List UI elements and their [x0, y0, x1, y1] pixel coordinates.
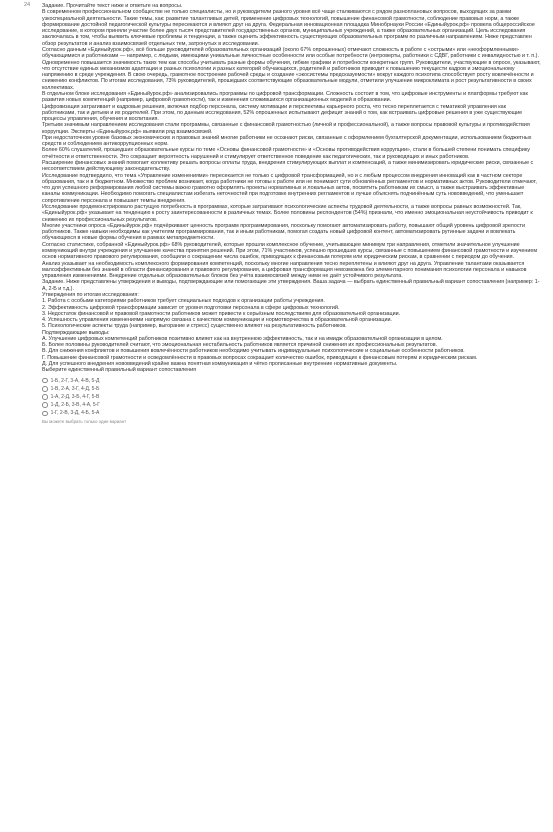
paragraph: Согласно данным «Единыйурок.рф», всё больше руководителей образовательных организаций (около 67% опрошенных) отмечают сложность в работе с «острыми» или «неоформленными» обучающимися и работниками — например, с людьми, имеющими уникальные личностные особенности или особые потребности (интроверты, работники с СДВГ, работники с инвалидностью и т. п.). Одновременно повышается значимость таких тем как способы учитывать разные формы обучения, гибкие графики и потребности конкретных групп. Руководители, участвующие в опросе, указывают, что отсутствие единых механизмов адаптации и разных психологии и разных категорий обучающихся, родителей и работников приводит к повышению текущести кадров и эмоциональному напряжению в среде учреждения. В свою очередь, грамотное построение рабочей среды и создание «экосистемы предсказуемости» вокруг каждого психотипа способствует росту вовлечённости и снижению конфликтов. По итогам исследования, 73% руководителей, прошедших соответствующие образовательные модули, отметили улучшение микроклимата и рост результативности в своих коллективах. [42, 46, 541, 91]
paragraph: 3. Недостаток финансовой и правовой грамотности работников может привести к серьёзным последствиям для образовательной организации. [42, 310, 401, 317]
answer-option[interactable] [42, 401, 541, 409]
paragraph: Подтверждающие выводы: [42, 329, 110, 336]
paragraph: В. Для снижения конфликтов и повышения вовлечённости работников необходимо учитывать индивидуальные психологические и социальные особенности работников. [42, 348, 465, 355]
paragraph: Исследование продемонстрировало растущую потребность в программах, которые затрагивают психологические аспекты трудовой деятельности, а также вопросы равных возможностей. Так, «Единыйурок.рф» указывает на тенденцию к росту заинтересованности в различных темах. Более половины респондентов (54%) признали, что именно эмоциональная неустойчивость приводит к снижению их профессиональных результатов. [42, 204, 533, 223]
paragraph: Д. Для успешного внедрения нововведений крайне важна понятная коммуникация и чётко прописанные внутренние нормативные документы. [42, 361, 398, 368]
option-hint [42, 418, 541, 426]
paragraph-list [42, 9, 541, 373]
option-label: 1-А, 2-Д, 3-Б, 4-Г, 5-В [50, 394, 100, 401]
paragraph: В отдельном блоке исследования «Единыйурок.рф» анализировались программы по цифровой трансформации. Сложность состоит в том, что цифровые инструменты и платформы требуют как развития новых компетенций (например, цифровой грамотности), так и изменения сложившихся организационных моделей в образовании. [42, 90, 528, 104]
paragraph: Г. Повышение финансовой грамотности и осведомлённости в правовых вопросах сокращает количество ошибок, приводящих к финансовым потерям и юридическим рискам. [42, 354, 478, 361]
radio-button-icon[interactable] [42, 378, 48, 384]
paragraph: 1. Работа с особыми категориями работников требует специальных подходов к организации работы учреждения. [42, 298, 325, 305]
option-label: Вы можете выбрать только один вариант [42, 419, 127, 425]
paragraph: Б. Более половины руководителей считают, что эмоциональная нестабильность работников является причиной снижения их профессиональных результатов. [42, 342, 438, 349]
paragraph: Многие участники опроса «Единыйурок.рф» подчёркивают ценность программ программирования, поскольку помогают автоматизировать работу, повышают общий уровень цифровой зрелости работников. Также навыки необходимы как учителям программирования, так и иным работникам, помогая создать новый цифровой контент, автоматизировать рутинные задачи и вовлекать обучающихся в новые формы обучения в рамках метапредметности. [42, 222, 525, 242]
paragraph: 2. Эффективность цифровой трансформации зависит от уровня подготовки персонала в сфере цифровых технологий. [42, 304, 340, 311]
answer-option[interactable] [42, 385, 541, 393]
paragraph: Задание. Ниже представлены утверждения и выводы, подтверждающие или помогающие эти утверждения. Ваша задача — выбрать единственный правильный вариант сопоставления (например: 1-А, 2-Б и т.д.). [42, 279, 540, 292]
option-label: 1-Б, 2-Г, 3-А, 4-В, 5-Д [50, 377, 100, 384]
answer-option[interactable] [42, 377, 541, 385]
radio-button-icon[interactable] [42, 411, 48, 417]
paragraph: Цифровизация затрагивает и кадровые решения, включая подбор персонала, систему мотивации и перспективы карьерного роста, что тесно переплетается с тематикой управления как работниками, так и детьми и их родителей. При этом, по данным исследования, 52% опрошенных испытывают дефицит знаний о том, как встраивать цифровые решения в уже существующие процессы управления, обучения и воспитания. [42, 103, 523, 123]
paragraph: 4. Успешность управления изменениями напрямую связана с качеством коммуникации и нормотворчества в образовательной организации. [42, 317, 392, 324]
paragraph: Третьим значимым направлением исследования стали программы, связанные с финансовой грамотностью (личной и профессиональной), а также вопросы правовой культуры и противодействия коррупции. Эксперты «Единыйурок.рф» выявили ряд взаимосвязей. [42, 122, 530, 135]
paragraph: В современном профессиональном сообществе не только специалисты, но и руководители разного уровня всё чаще сталкиваются с рядом разноплановых вопросов, выходящих за рамки узкоспециальной деятельности. Такие темы, как: развитие талантливых детей, применение цифровых технологий, повышение финансовой грамотности, соблюдение правовых норм, а также формирование достойной педагогической культуры пересекаются и влияют друг на друга. Федеральная инновационная площадка Минобрнауки России «Единыйурок.рф» провела общероссийское исследование, в котором приняли участие более двух тысяч представителей государственных органов, муниципальных учреждений, а также образовательных организаций. Цель исследования заключалась в том, чтобы выявить ключевые проблемы и тенденции, а также оценить эффективность существующих образовательных программ по различным направлениям. Ниже представлен обзор результатов и анализ взаимосвязей отдельных тем, затронутых в исследовании. [42, 9, 535, 47]
answer-option[interactable] [42, 409, 541, 417]
question-number: 24 [24, 2, 31, 8]
paragraph: При недостаточном уровне базовых экономических и правовых знаний многие работники не осознают риски, связанные с оформлением бухгалтерской документации, использованием бюджетных средств и соблюдением антикоррупционных норм. [42, 134, 532, 148]
paragraph: Выберите единственный правильный вариант сопоставления [42, 367, 197, 374]
paragraph: Более 60% слушателей, прошедших образовательные курсы по теме «Основы финансовой грамотности» и «Основы противодействия коррупции», стали в большей степени понимать специфику отчётности и ответственности. Это сокращает вероятность нарушений и стимулирует ответственное поведение как педагогических, так и руководящих и иных работников. [42, 147, 530, 160]
question-text [42, 3, 541, 374]
paragraph: Исследование подтвердило, что тема «Управление изменениями» пересекается не только с цифровой трансформацией, но и с любым процессом внедрения инноваций как в частном секторе образования, так и в бюджетном. Множество проблем возникает, когда работники не готовы к работе или не понимают сути обновлённых регламентов и нормативных актов. Руководители отмечают, что для успешного реформирования любой системы важно грамотно оформлять проекты нормативных и локальных актов, посвятить работникам их смысл, а также выстраивать эффективные каналы коммуникации. Необходимо помогать специалистам избегать неточностей при подготовке внутренних регламентов и лучше объяснять подчинённым суть нововведений, что уменьшает сопротивление персонала и повышает темпы внедрения. [42, 172, 537, 204]
paragraph: Анализ указывает на необходимость комплексного формирования компетенций, поскольку многие направления тесно переплетены и влияют друг на друга. Управление талантами оказывается малоэффективным без знаний в области финансирования и правового регулирования, а цифровая трансформация невозможна без элементарного понимания психологии персонала и навыков управления изменениями. Внедрение отдельных образовательных блоков без учёта взаимосвязей между ними не даёт устойчивого результата. [42, 260, 527, 280]
paragraph: 5. Психологические аспекты труда (например, выгорание и стресс) существенно влияют на результативность работников. [42, 323, 347, 330]
option-label: 1-Д, 2-Б, 3-В, 4-А, 5-Г [50, 402, 100, 409]
paragraph: Согласно статистике, собранной «Единыйурок.рф» 68% руководителей, которые прошли комплексное обучение, учитывающее минимум три направления, отметили значительное улучшение коммуникаций внутри учреждения и улучшение качества принятия решений. При этом, 71% участников, успешно прошедших курсы, связанные с повышением финансовой грамотности и изучением основ нормативного правового регулирования, сообщили о сокращении числа ошибок, приводящих к финансовым потерям или юридическим рискам, в сравнении с периодом до обучения. [42, 241, 538, 261]
paragraph: Утверждения по итогам исследования: [42, 291, 139, 298]
paragraph: Расширение финансовых знаний помогает коллективу решать вопросы оплаты труда, внедрения стимулирующих выплат и компенсаций, а также минимизировать юридические риски, связанные с несоответствием действующему законодательству. [42, 160, 534, 173]
radio-button-icon[interactable] [42, 402, 48, 408]
answer-option[interactable] [42, 393, 541, 401]
radio-button-icon[interactable] [42, 386, 48, 392]
radio-button-icon[interactable] [42, 394, 48, 400]
task-line: Задание. Прочитайте текст ниже и ответьте на вопросы. [42, 3, 183, 9]
option-label: 1-Г, 2-В, 3-Д, 4-Б, 5-А [50, 410, 100, 417]
paragraph: А. Улучшение цифровых компетенций работников позитивно влияет как на внутреннюю эффективность, так и на имидж образовательной организации в целом. [42, 335, 443, 342]
answer-options [42, 377, 541, 426]
option-label: 1-В, 2-А, 3-Г, 4-Д, 5-Б [50, 385, 100, 392]
